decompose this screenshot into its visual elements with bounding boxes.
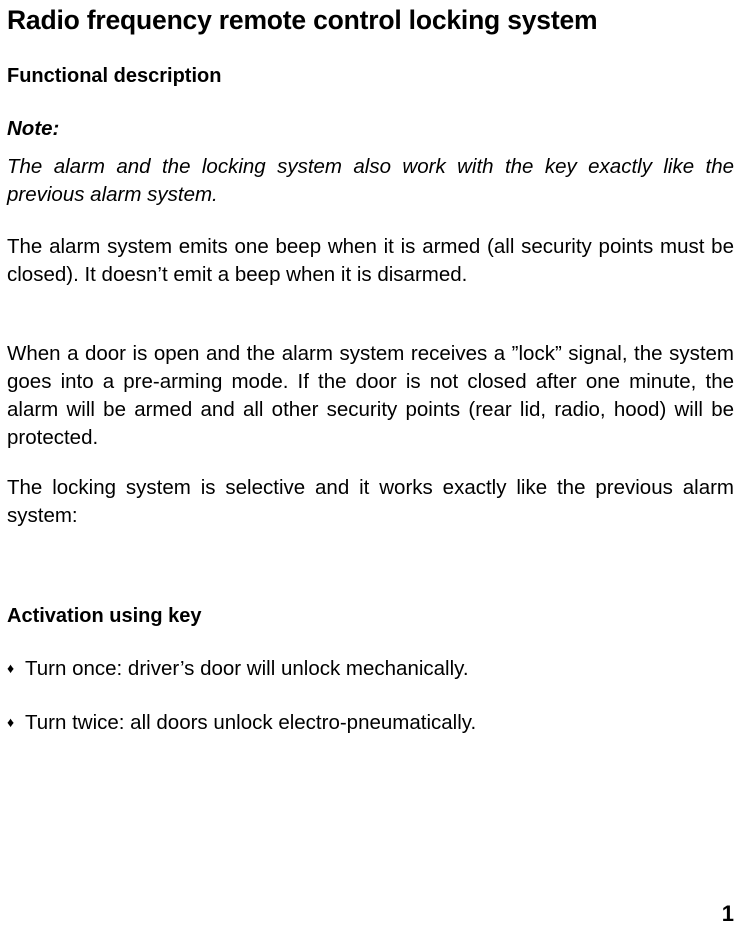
list-item-text: Turn once: driver’s door will unlock mechanically.: [25, 657, 469, 680]
paragraph-selective-locking: The locking system is selective and it works exactly like the previous alarm system:: [7, 476, 734, 527]
list-item-text: Turn twice: all doors unlock electro-pneumatically.: [25, 711, 477, 734]
section-heading-activation-using-key: Activation using key: [7, 605, 202, 627]
paragraph-alarm-beep: The alarm system emits one beep when it is armed (all security points must be closed). It doesn’t emit a beep when it is disarmed.: [7, 235, 734, 286]
page-number: 1: [721, 901, 734, 926]
list-item-turn-once: [7, 654, 469, 683]
diamond-bullet-icon: ♦: [7, 660, 15, 676]
note-label: Note:: [7, 117, 60, 140]
section-heading-functional-description: Functional description: [7, 65, 222, 87]
diamond-bullet-icon: ♦: [7, 714, 15, 730]
document-page: [7, 0, 737, 930]
page-title: Radio frequency remote control locking system: [7, 5, 598, 35]
note-text: The alarm and the locking system also work with the key exactly like the previous alarm system.: [7, 155, 734, 206]
paragraph-pre-arming: When a door is open and the alarm system receives a ”lock” signal, the system goes into a pre-arming mode. If the door is not closed after one minute, the alarm will be armed and all other security points (rear lid, radio, hood) will be protected.: [7, 342, 734, 449]
list-item-turn-twice: [7, 708, 476, 737]
